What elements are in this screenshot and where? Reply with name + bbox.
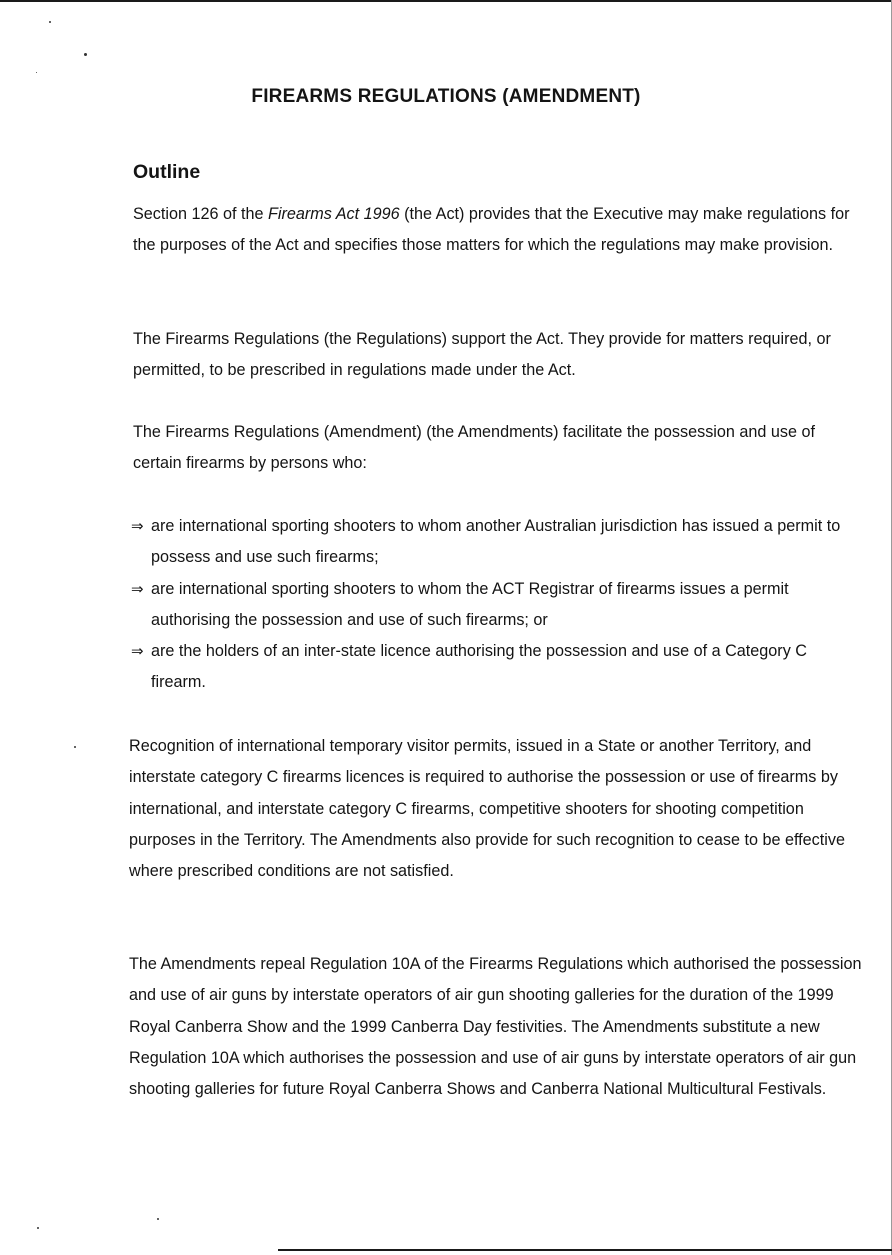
section-heading: Outline bbox=[133, 161, 201, 183]
paragraph-amendments-intro: The Firearms Regulations (Amendment) (the Amendments) facilitate the possession and use of certain firearms by persons who: bbox=[133, 423, 816, 473]
scan-speck bbox=[74, 746, 76, 748]
paragraph-text: Section 126 of the bbox=[133, 205, 268, 223]
scan-speck bbox=[157, 1218, 159, 1220]
persons-list bbox=[131, 511, 851, 699]
scan-edge-top bbox=[0, 0, 892, 2]
list-item-text: are international sporting shooters to whom the ACT Registrar of firearms issues a permit authorising the possession and use of such firearms; or bbox=[151, 579, 789, 629]
implies-arrow-icon: ⇒ bbox=[131, 642, 144, 661]
scan-edge-bottom bbox=[278, 1249, 892, 1251]
paragraph-act-provisions bbox=[133, 199, 853, 262]
scan-speck bbox=[36, 72, 37, 73]
list-item bbox=[131, 636, 851, 699]
scan-speck bbox=[49, 21, 51, 23]
paragraph-recognition: Recognition of international temporary visitor permits, issued in a State or another Territory, and interstate category C firearms licences is required to authorise the possession or use of firearms by international, and interstate category C firearms, competitive shooters for shooting competition purposes in the Territory. The Amendments also provide for such recognition to cease to be effective where prescribed conditions are not satisfied. bbox=[129, 737, 845, 881]
list-item-text: are the holders of an inter-state licence authorising the possession and use of a Category C firearm. bbox=[151, 642, 807, 692]
implies-arrow-icon: ⇒ bbox=[131, 579, 144, 598]
list-item-text: are international sporting shooters to whom another Australian jurisdiction has issued a permit to possess and use such firearms; bbox=[151, 517, 841, 567]
scan-speck bbox=[37, 1227, 39, 1229]
paragraph-regulations: The Firearms Regulations (the Regulations) support the Act. They provide for matters required, or permitted, to be prescribed in regulations made under the Act. bbox=[133, 330, 831, 380]
list-item bbox=[131, 511, 851, 574]
paragraph-regulation-10a: The Amendments repeal Regulation 10A of the Firearms Regulations which authorised the possession and use of air guns by interstate operators of air gun shooting galleries for the duration of the 1999 Royal Canberra Show and the 1999 Canberra Day festivities. The Amendments substitute a new Regulation 10A which authorises the possession and use of air guns by interstate operators of air gun shooting galleries for future Royal Canberra Shows and Canberra National Multicultural Festivals. bbox=[129, 955, 862, 1099]
implies-arrow-icon: ⇒ bbox=[131, 517, 144, 535]
paragraph-text: (the Act) provides that the Executive may make regulations for the purposes of the Act and specifies those matters for which the regulations may make provision. bbox=[133, 205, 850, 255]
list-item bbox=[131, 574, 851, 637]
act-name: Firearms Act 1996 bbox=[268, 205, 400, 223]
scan-speck bbox=[84, 53, 87, 56]
document-title: FIREARMS REGULATIONS (AMENDMENT) bbox=[251, 86, 641, 107]
